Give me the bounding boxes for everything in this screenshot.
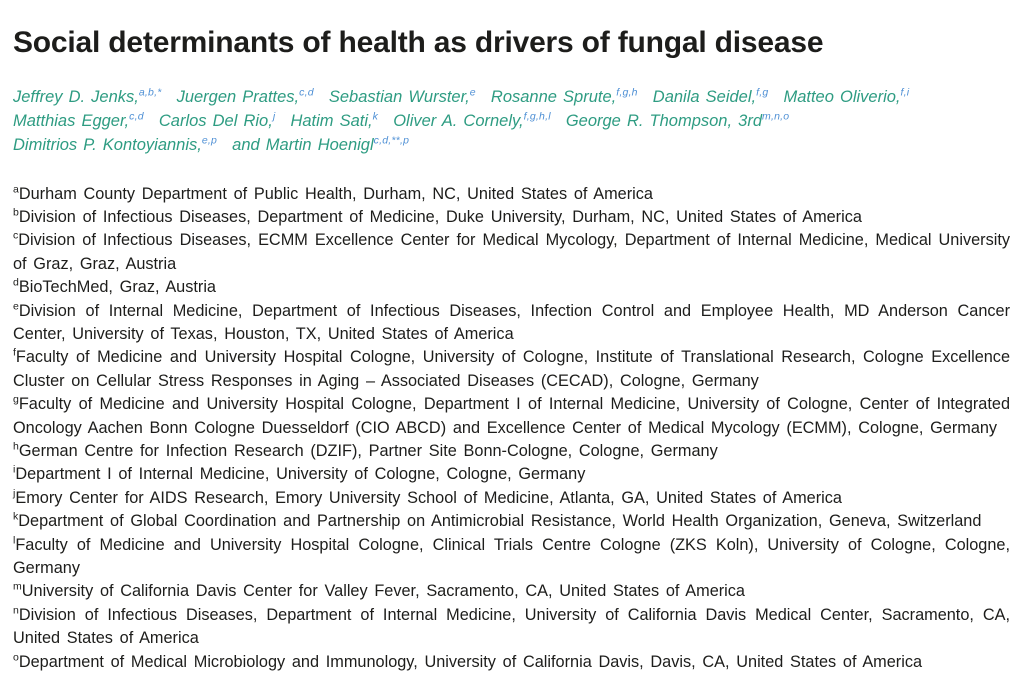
author-superscript: e,p [201,134,218,146]
author-list [13,85,1010,157]
author [491,88,638,106]
affiliation-label: n [13,604,19,617]
author [393,112,551,130]
affiliation-item [13,534,1010,581]
affiliation-text: Division of Infectious Diseases, ECMM Excellence Center for Medical Mycology, Department of Internal Medicine, Medical University of Graz, Graz, Austria [13,231,1010,273]
author-superscript: c,d [129,110,144,122]
affiliation-label: a [13,183,19,196]
author [13,136,217,154]
affiliation-item [13,276,1010,299]
affiliation-text: Faculty of Medicine and University Hospital Cologne, University of Cologne, Institute of Translational Research, Cologne Excellence Cluster on Cellular Stress Responses in Aging – Associated Diseases (CECAD), Cologne, Germany [13,348,1010,390]
affiliation-text: Division of Infectious Diseases, Department of Medicine, Duke University, Durham, NC, United States of America [18,207,862,226]
affiliation-item [13,300,1010,347]
affiliation-label: k [13,510,19,523]
affiliation-item [13,651,1010,674]
affiliation-text: Division of Internal Medicine, Department of Infectious Diseases, Infection Control and Employee Health, MD Anderson Cancer Center, University of Texas, Houston, TX, United States of America [13,301,1010,343]
affiliation-text: Department I of Internal Medicine, University of Cologne, Cologne, Germany [15,465,586,484]
affiliation-label: f [13,346,16,359]
author [653,88,769,106]
author [13,112,144,130]
affiliation-label: o [13,651,19,664]
author-name: George R. Thompson, 3rd [565,111,763,130]
affiliation-item [13,440,1010,463]
author-name: Oliver A. Cornely, [393,111,524,130]
author-name: Dimitrios P. Kontoyiannis, [13,135,202,154]
affiliation-label: b [13,206,19,219]
author-superscript: c,d [299,86,314,98]
author [232,136,409,154]
affiliation-label: i [13,463,16,476]
affiliation-label: m [13,580,22,593]
author-superscript: m,n,o [762,110,790,122]
affiliation-item [13,183,1010,206]
author-superscript: e [469,86,476,98]
affiliation-label: c [13,229,19,242]
author [13,88,161,106]
affiliation-item [13,393,1010,440]
affiliation-item [13,580,1010,603]
author [329,88,476,106]
author-name: Rosanne Sprute, [490,87,617,106]
author-superscript: f,g [756,86,769,98]
author-superscript: f,g,h [616,86,638,98]
author-superscript: j [272,110,276,122]
affiliation-text: Faculty of Medicine and University Hospital Cologne, Department I of Internal Medicine, University of Cologne, Center of Integrated Oncology Aachen Bonn Cologne Duesseldorf (CIO ABCD) and Excellence Center of Medical Mycology (ECMM), Cologne, Germany [13,395,1010,437]
affiliation-item [13,346,1010,393]
affiliation-item [13,463,1010,486]
affiliation-label: g [13,393,19,406]
affiliation-item [13,206,1010,229]
author-name: Juergen Prattes, [176,87,300,106]
affiliation-text: Faculty of Medicine and University Hospital Cologne, Clinical Trials Centre Cologne (ZKS Koln), University of Cologne, Cologne, Germany [13,535,1010,577]
affiliation-label: l [13,534,16,547]
author-name: Matteo Oliverio, [783,87,901,106]
article-title: Social determinants of health as drivers of fungal disease [13,26,824,59]
author-name: Jeffrey D. Jenks, [13,87,139,106]
affiliation-text: University of California Davis Center for Valley Fever, Sacramento, CA, United States of America [21,582,745,601]
affiliation-item [13,510,1010,533]
author-superscript: k [372,110,379,122]
affiliation-text: Emory Center for AIDS Research, Emory University School of Medicine, Atlanta, GA, United States of America [15,488,842,507]
affiliation-label: e [13,300,19,313]
affiliation-text: Department of Medical Microbiology and Immunology, University of California Davis, Davis, CA, United States of America [18,652,923,671]
author-name: Matthias Egger, [13,111,130,130]
affiliation-label: j [13,487,16,500]
affiliation-item [13,487,1010,510]
affiliation-text: Department of Global Coordination and Partnership on Antimicrobial Resistance, World Health Organization, Geneva, Switzerland [18,512,982,531]
affiliation-label: h [13,440,19,453]
affiliation-item [13,229,1010,276]
affiliation-item [13,604,1010,651]
author-name: Carlos Del Rio, [158,111,273,130]
author-superscript: f,g,h,l [523,110,551,122]
affiliation-text: Durham County Department of Public Health, Durham, NC, United States of America [18,184,653,203]
author-superscript: f,i [900,86,910,98]
author-name: Hatim Sati, [290,111,373,130]
affiliation-list [13,183,1010,675]
author [566,112,789,130]
affiliation-text: Division of Infectious Diseases, Department of Internal Medicine, University of California Davis Medical Center, Sacramento, CA, United States of America [13,605,1010,648]
author-name: and Martin Hoenigl [232,135,374,154]
author [177,88,314,106]
author [783,88,909,106]
author-name: Sebastian Wurster, [328,87,470,106]
author-superscript: a,b,* [138,86,162,98]
author [159,112,276,130]
affiliation-text: German Centre for Infection Research (DZIF), Partner Site Bonn-Cologne, Cologne, Germany [18,441,718,460]
author-name: Danila Seidel, [652,87,757,106]
author-superscript: c,d,**,p [373,134,410,146]
author [290,112,378,130]
affiliation-text: BioTechMed, Graz, Austria [18,278,216,297]
affiliation-label: d [13,276,19,289]
